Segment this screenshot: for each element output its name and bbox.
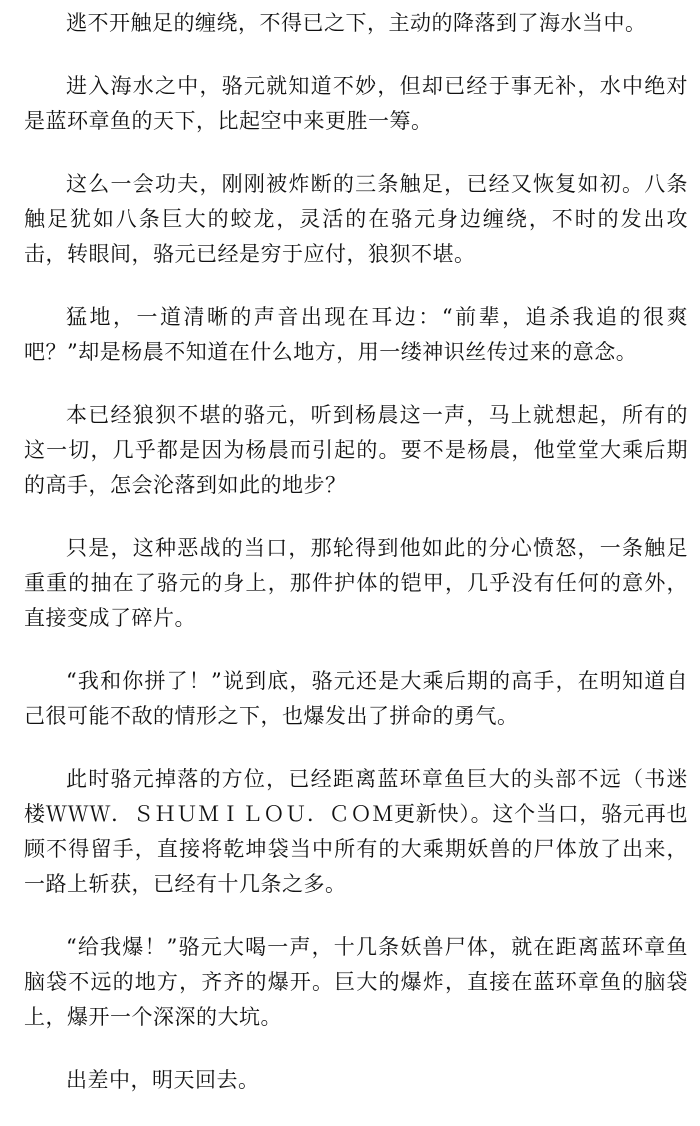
document-page [24, 6, 688, 1126]
paragraph-5: 本已经狼狈不堪的骆元，听到杨晨这一声，马上就想起，所有的这一切，几乎都是因为杨晨而引起的。要不是杨晨，他堂堂大乘后期的高手，怎会沦落到如此的地步？ [24, 403, 688, 497]
paragraph-6: 只是，这种恶战的当口，那轮得到他如此的分心愤怒，一条触足重重的抽在了骆元的身上，那件护体的铠甲，几乎没有任何的意外，直接变成了碎片。 [24, 536, 688, 630]
paragraph-2: 进入海水之中，骆元就知道不妙，但却已经于事无补，水中绝对是蓝环章鱼的天下，比起空中来更胜一筹。 [24, 74, 688, 133]
paragraph-1: 逃不开触足的缠绕，不得已之下，主动的降落到了海水当中。 [66, 11, 647, 35]
paragraph-8: 此时骆元掉落的方位，已经距离蓝环章鱼巨大的头部不远（书迷楼ＷＷＷ．ＳＨＵＭＩＬＯＵ．ＣＯＭ更新快）。这个当口，骆元再也顾不得留手，直接将乾坤袋当中所有的大乘期妖兽的尸体放了出来，一路上斩获，已经有十几条之多。 [24, 767, 688, 896]
paragraph-7: “我和你拼了！”说到底，骆元还是大乘后期的高手，在明知道自己很可能不敌的情形之下，也爆发出了拼命的勇气。 [24, 669, 688, 728]
paragraph-10: 出差中，明天回去。 [66, 1068, 260, 1092]
paragraph-4: 猛地，一道清晰的声音出现在耳边：“前辈，追杀我追的很爽吧？”却是杨晨不知道在什么地方，用一缕神识丝传过来的意念。 [24, 305, 688, 364]
paragraph-9: “给我爆！”骆元大喝一声，十几条妖兽尸体，就在距离蓝环章鱼脑袋不远的地方，齐齐的爆开。巨大的爆炸，直接在蓝环章鱼的脑袋上，爆开一个深深的大坑。 [24, 935, 688, 1029]
paragraph-3: 这么一会功夫，刚刚被炸断的三条触足，已经又恢复如初。八条触足犹如八条巨大的蛟龙，灵活的在骆元身边缠绕，不时的发出攻击，转眼间，骆元已经是穷于应付，狼狈不堪。 [24, 172, 688, 266]
